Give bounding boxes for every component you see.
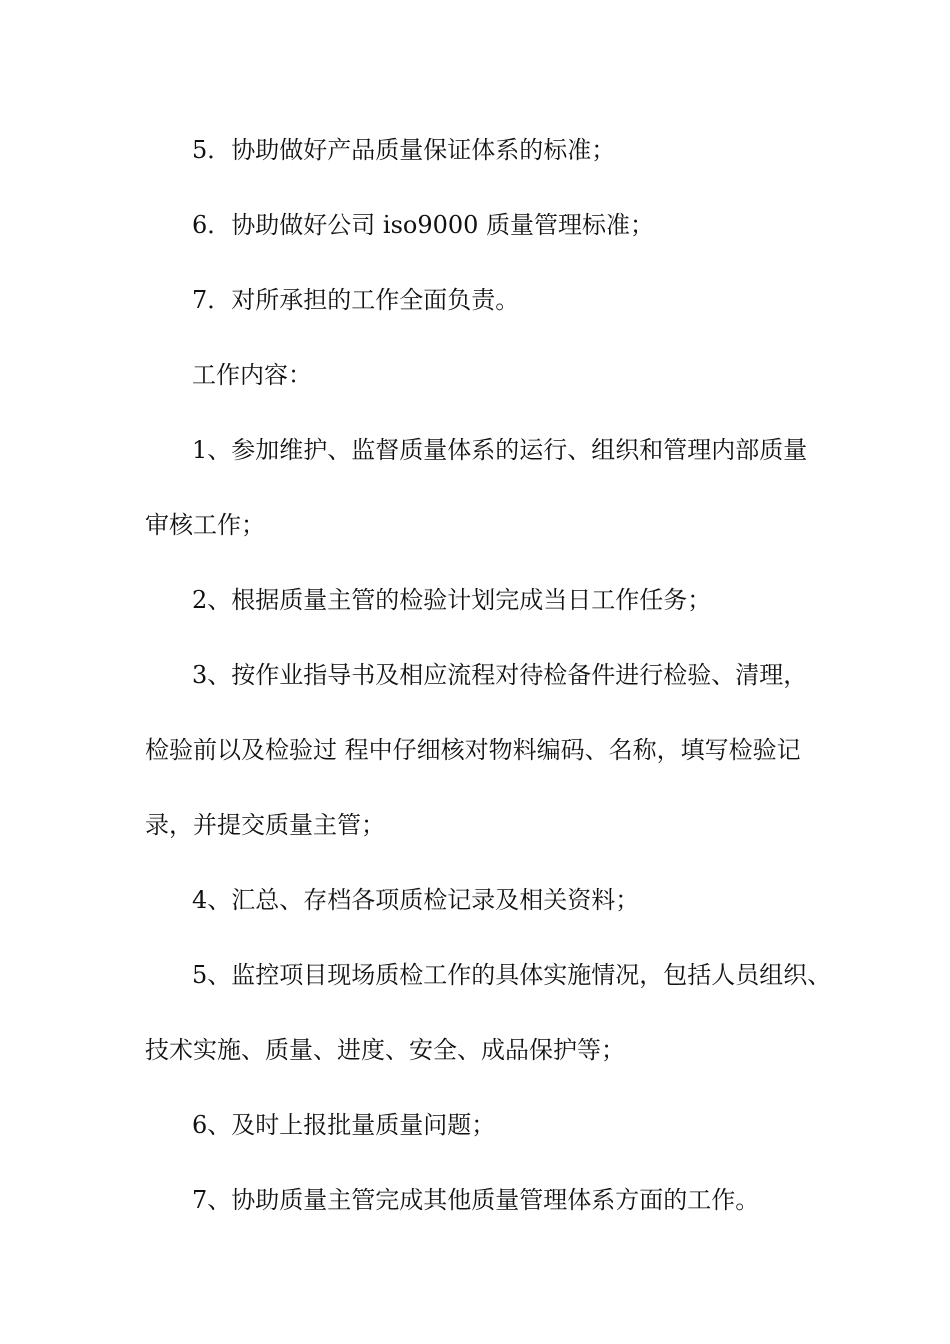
responsibility-item-5: 5．协助做好产品质量保证体系的标准； (192, 136, 616, 164)
work-item-6: 6、及时上报批量质量问题； (192, 1111, 496, 1139)
work-item-3-continuation-2: 录，并提交质量主管； (145, 811, 385, 839)
responsibility-item-7: 7．对所承担的工作全面负责。 (192, 286, 520, 314)
work-item-3: 3、按作业指导书及相应流程对待检备件进行检验、清理， (192, 661, 808, 689)
work-item-1: 1、参加维护、监督质量体系的运行、组织和管理内部质量 (192, 436, 808, 464)
work-item-5: 5、监控项目现场质检工作的具体实施情况，包括人员组织、 (192, 961, 832, 989)
work-item-5-continuation: 技术实施、质量、进度、安全、成品保护等； (145, 1036, 625, 1064)
work-item-1-continuation: 审核工作； (145, 511, 265, 539)
work-item-7: 7、协助质量主管完成其他质量管理体系方面的工作。 (192, 1186, 760, 1214)
work-item-3-continuation-1: 检验前以及检验过 程中仔细核对物料编码、名称，填写检验记 (145, 736, 801, 764)
work-item-4: 4、汇总、存档各项质检记录及相关资料； (192, 886, 640, 914)
section-heading-work-content: 工作内容： (192, 361, 312, 389)
work-item-2: 2、根据质量主管的检验计划完成当日工作任务； (192, 586, 712, 614)
responsibility-item-6: 6．协助做好公司 iso9000 质量管理标准； (192, 211, 655, 239)
